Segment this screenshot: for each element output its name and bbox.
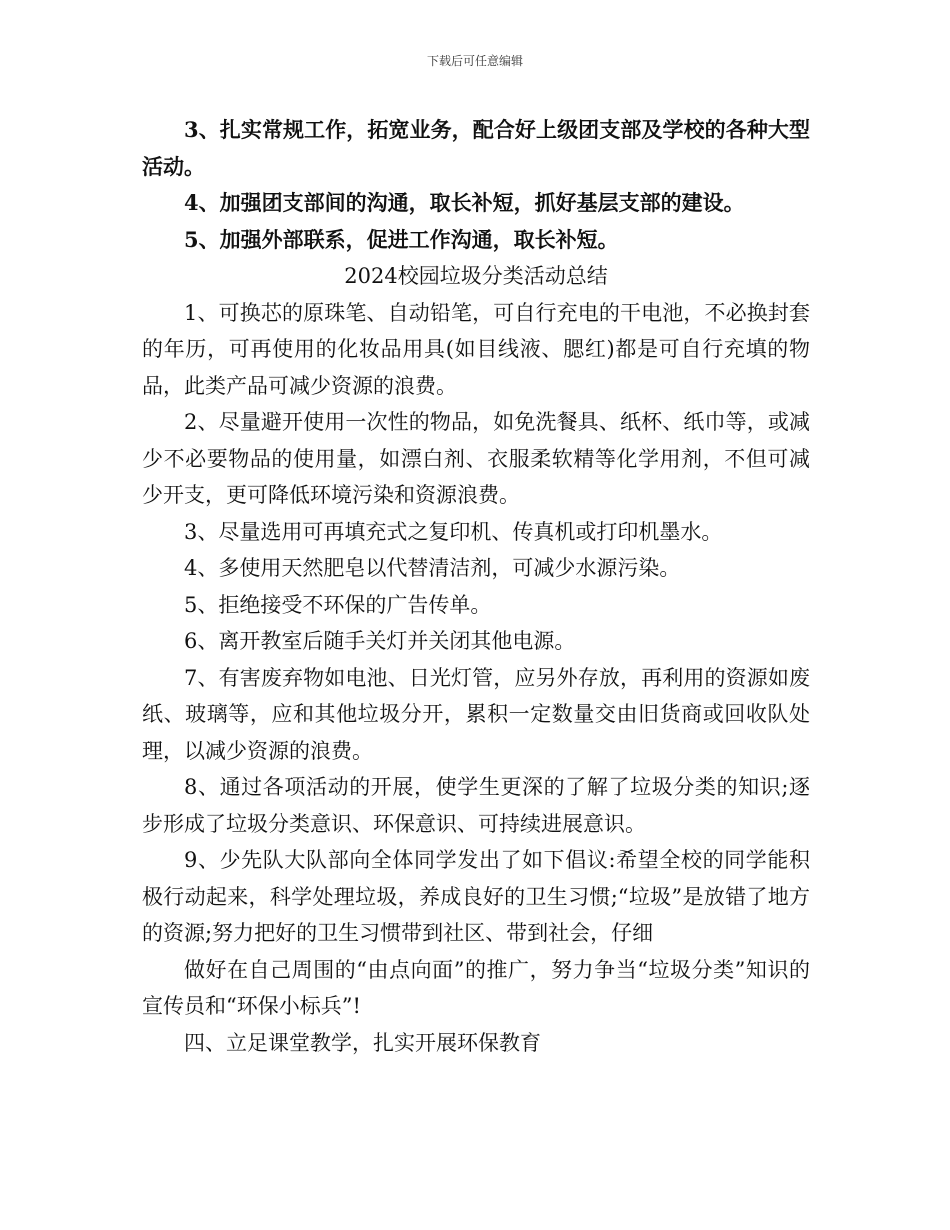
paragraph-3: 3、尽量选用可再填充式之复印机、传真机或打印机墨水。 [184, 519, 723, 544]
paragraph-7: 7、有害废弃物如电池、日光灯管，应另外存放，再利用的资源如废纸、玻璃等，应和其他垃圾分开，累积一定数量交由旧货商或回收队处理，以减少资源的浪费。 [142, 665, 810, 763]
paragraph-8: 8、通过各项活动的开展，使学生更深的了解了垃圾分类的知识;逐步形成了垃圾分类意识、环保意识、可持续进展意识。 [142, 775, 810, 836]
paragraph-2: 2、尽量避开使用一次性的物品，如免洗餐具、纸杯、纸巾等，或减少不必要物品的使用量，如漂白剂、衣服柔软精等化学用剂，不但可减少开支，更可降低环境污染和资源浪费。 [142, 410, 810, 507]
paragraph-5: 5、拒绝接受不环保的广告传单。 [184, 592, 492, 617]
bold-item-5: 5、加强外部联系，促进工作沟通，取长补短。 [184, 226, 619, 252]
paragraph-4: 4、多使用天然肥皂以代替清洁剂，可减少水源污染。 [184, 556, 681, 580]
bold-item-3: 3、扎实常规工作，拓宽业务，配合好上级团支部及学校的各种大型活动。 [142, 117, 810, 179]
paragraph-9-continued: 做好在自己周围的“由点向面”的推广，努力争当“垃圾分类”知识的宣传员和“环保小标兵”! [142, 957, 810, 1018]
section-heading-four: 四、立足课堂教学，扎实开展环保教育 [184, 1030, 541, 1055]
paragraph-6: 6、离开教室后随手关灯并关闭其他电源。 [184, 629, 576, 653]
paragraph-9: 9、少先队大队部向全体同学发出了如下倡议:希望全校的同学能积极行动起来，科学处理垃圾，养成良好的卫生习惯;“垃圾”是放错了地方的资源;努力把好的卫生习惯带到社区、带到社会，仔细 [142, 848, 810, 945]
paragraph-1: 1、可换芯的原珠笔、自动铅笔，可自行充电的干电池，不必换封套的年历，可再使用的化妆品用具(如目线液、腮红)都是可自行充填的物品，此类产品可减少资源的浪费。 [142, 300, 810, 398]
document-body [142, 112, 810, 1061]
section-title: 2024校园垃圾分类活动总结 [344, 264, 608, 288]
page-header-note: 下载后可任意编辑 [426, 54, 523, 68]
bold-item-4: 4、加强团支部间的沟通，取长补短，抓好基层支部的建设。 [184, 190, 745, 215]
